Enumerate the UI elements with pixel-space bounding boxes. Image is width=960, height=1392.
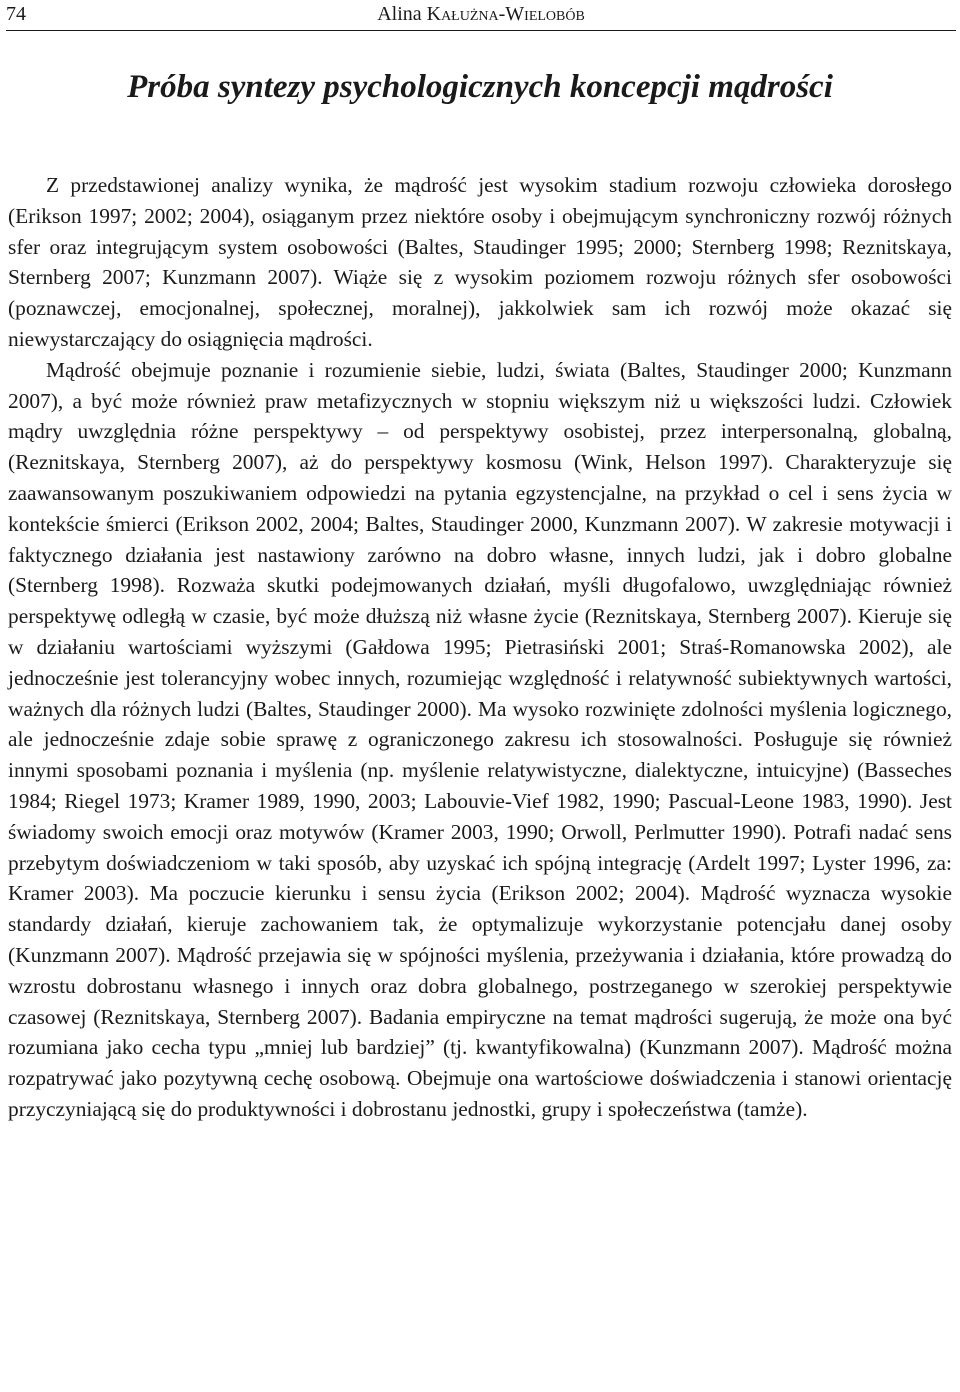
body-text [8,170,952,1125]
paragraph: Z przedstawionej analizy wynika, że mądrość jest wysokim stadium rozwoju człowieka dorosłego (Erikson 1997; 2002; 2004), osiąganym przez niektóre osoby i obejmującym synchroniczny rozwój różnych sfer oraz integrującym system osobowości (Baltes, Staudinger 1995; 2000; Sternberg 1998; Reznitskaya, Sternberg 2007; Kunzmann 2007). Wiąże się z wysokim poziomem rozwoju różnych sfer osobowości (poznawczej, emocjonalnej, społecznej, moralnej), jakkolwiek sam ich rozwój może okazać się niewystarczający do osiągnięcia mądrości. [8,173,952,351]
section-title: Próba syntezy psychologicznych koncepcji mądrości [127,69,833,105]
paragraph: Mądrość obejmuje poznanie i rozumienie siebie, ludzi, świata (Baltes, Staudinger 2000; Kunzmann 2007), a być może również praw metafizycznych w stopniu większym niż u większości ludzi. Człowiek mądry uwzględnia różne perspektywy – od perspektywy osobistej, przez interpersonalną, globalną, (Reznitskaya, Sternberg 2007), aż do perspektywy kosmosu (Wink, Helson 1997). Charakteryzuje się zaawansowanym poszukiwaniem odpowiedzi na pytania egzystencjalne, na przykład o cel i sens życia w kontekście śmierci (Erikson 2002, 2004; Baltes, Staudinger 2000, Kunzmann 2007). W zakresie motywacji i faktycznego działania jest nastawiony zarówno na dobro własne, innych ludzi, jak i dobro globalne (Sternberg 1998). Rozważa skutki podejmowanych działań, myśli długofalowo, uwzględniając również perspektywę odległą w czasie, być może dłuższą niż własne życie (Reznitskaya, Sternberg 2007). Kieruje się w działaniu wartościami wyższymi (Gałdowa 1995; Pietrasiński 2001; Straś-Romanowska 2002), ale jednocześnie jest tolerancyjny wobec innych, rozumiejąc względność i relatywność subiektywnych wartości, ważnych dla różnych ludzi (Baltes, Staudinger 2000). Ma wysoko rozwinięte zdolności myślenia logicznego, ale jednocześnie zdaje sobie sprawę z ograniczonego zakresu ich stosowalności. Posługuje się również innymi sposobami poznania i myślenia (np. myślenie relatywistyczne, dialektyczne, intuicyjne) (Basseches 1984; Riegel 1973; Kramer 1989, 1990, 2003; Labouvie-Vief 1982, 1990; Pascual-Leone 1983, 1990). Jest świadomy swoich emocji oraz motywów (Kramer 2003, 1990; Orwoll, Perlmutter 1990). Potrafi nadać sens przebytym doświadczeniom w taki sposób, aby uzyskać ich spójną integrację (Ardelt 1997; Lyster 1996, za: Kramer 2003). Ma poczucie kierunku i sensu życia (Erikson 2002; 2004). Mądrość wyznacza wysokie standardy działań, kieruje zachowaniem tak, że optymalizuje wykorzystanie potencjału danej osoby (Kunzmann 2007). Mądrość przejawia się w spójności myślenia, przeżywania i działania, które prowadzą do wzrostu dobrostanu własnego i innych oraz dobra globalnego, postrzeganego w szerokiej perspektywie czasowej (Reznitskaya, Sternberg 2007). Badania empiryczne na temat mądrości sugerują, że może ona być rozumiana jako cecha typu „mniej lub bardziej” (tj. kwantyfikowalna) (Kunzmann 2007). Mądrość można rozpatrywać jako pozytywną cechę osobową. Obejmuje ona wartościowe doświadczenia i stanowi orientację przyczyniającą się do produktywności i dobrostanu jednostki, grupy i społeczeństwa (tamże). [8,357,952,1121]
header-rule [6,30,956,31]
running-head [6,2,956,30]
page-number: 74 [6,3,26,25]
running-head-surname: Kałużna-Wielobób [426,3,585,25]
running-head-author: Alina Kałużna-Wielobób [377,3,585,25]
